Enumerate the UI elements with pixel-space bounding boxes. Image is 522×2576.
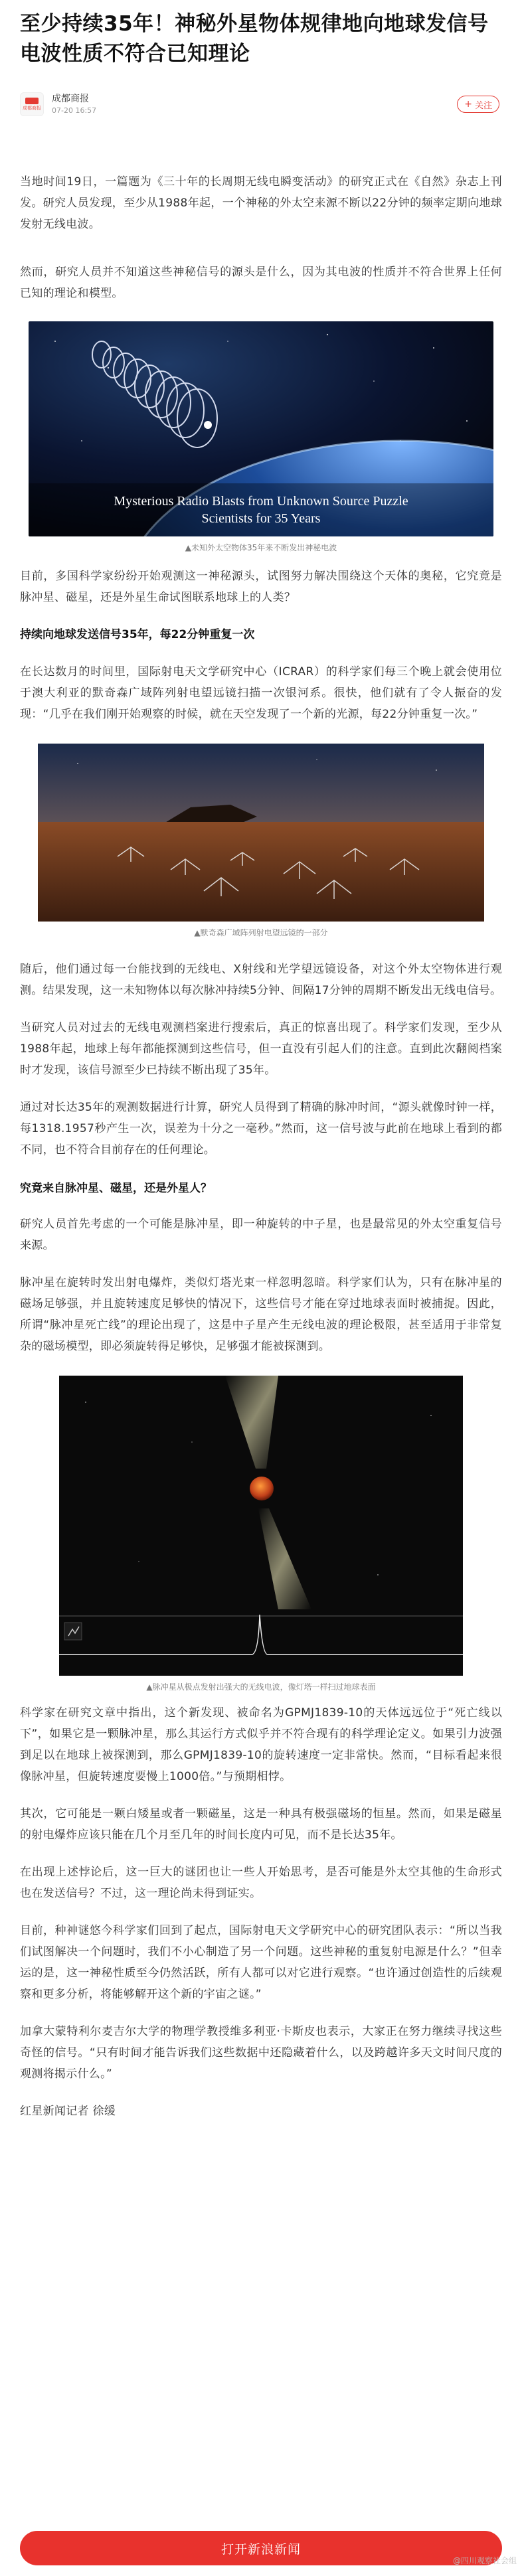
author-avatar[interactable] — [20, 92, 44, 116]
figure-radio-blasts — [20, 321, 502, 554]
avatar-text: 成都商报 — [23, 106, 41, 111]
watermark: @四川观察社会组 — [452, 2556, 517, 2565]
article-title: 至少持续35年！神秘外星物体规律地向地球发信号 电波性质不符合已知理论 — [20, 12, 489, 66]
author-info — [52, 92, 96, 116]
avatar-logo-mark — [25, 98, 39, 104]
paragraph: 科学家在研究文章中指出，这个新发现、被命名为GPMJ1839-10的天体远远位于“死亡线以下”，如果它是一颗脉冲星，那么其运行方式似乎并不符合现有的科学理论定义。如果引力波强到足以在地球上被探测到，那么GPMJ1839-10的旋转速度一定非常快。然而，“目标看起来很像脉冲星，但旋转速度要慢上1000倍。”与预期相悖。 — [20, 1706, 502, 1783]
figure-telescope — [20, 744, 502, 939]
paragraph: 当地时间19日，一篇题为《三十年的长周期无线电瞬变活动》的研究正式在《自然》杂志上刊发。研究人员发现，至少从1988年起，一个神秘的外太空来源不断以22分钟的频率定期向地球发射无线电波。 — [20, 175, 502, 231]
open-app-button[interactable]: 打开新浪新闻 — [20, 2531, 502, 2565]
figure-pulsar — [20, 1376, 502, 1693]
paragraph: 然而，研究人员并不知道这些神秘信号的源头是什么，因为其电波的性质并不符合世界上任何已知的理论和模型。 — [20, 266, 502, 300]
telescope-image[interactable] — [38, 744, 484, 922]
paragraph: 其次，它可能是一颗白矮星或者一颗磁星，这是一种具有极强磁场的恒星。然而，如果是磁星的射电爆炸应该只能在几个月至几年的时间长度内可见，而不是长达35年。 — [20, 1807, 502, 1842]
paragraph: 研究人员首先考虑的一个可能是脉冲星，即一种旋转的中子星，也是最常见的外太空重复信号来源。 — [20, 1218, 502, 1252]
plus-icon: + — [464, 99, 472, 110]
pulsar-image[interactable] — [59, 1376, 463, 1676]
figure-caption: ▲脉冲星从极点发射出强大的无线电波，像灯塔一样扫过地球表面 — [146, 1682, 376, 1692]
paragraph: 在出现上述悖论后，这一巨大的谜团也让一些人开始思考，是否可能是外太空其他的生命形式也在发送信号？不过，这一理论尚未得到证实。 — [20, 1866, 502, 1900]
publish-time: 07-20 16:57 — [52, 106, 97, 115]
section-heading: 究竟来自脉冲星、磁星，还是外星人？ — [20, 1182, 212, 1195]
pulsar-illustration — [59, 1376, 463, 1676]
paragraph: 当研究人员对过去的无线电观测档案进行搜索后，真正的惊喜出现了。科学家们发现，至少从1988年起，地球上每年都能探测到这些信号，但一直没有引起人们的注意。直到此次翻阅档案时才发现，该信号源至少已持续不断出现了35年。 — [20, 1021, 502, 1077]
section-heading: 持续向地球发送信号35年，每22分钟重复一次 — [20, 628, 255, 641]
paragraph: 通过对长达35年的观测数据进行计算，研究人员得到了精确的脉冲时间，“源头就像时钟一样，每1318.1957秒产生一次，误差为十分之一毫秒。”然而，这一信号波与此前在地球上看到的都不同，也不符合目前存在的任何理论。 — [20, 1101, 502, 1157]
follow-label: 关注 — [474, 100, 492, 111]
paragraph: 目前，多国科学家纷纷开始观测这一神秘源头，试图努力解决围绕这个天体的奥秘，它究竟是脉冲星、磁星，还是外星生命试图联系地球上的人类？ — [20, 570, 502, 604]
figure-overlay-title-line1: Mysterious Radio Blasts from Unknown Source Puzzle — [114, 494, 408, 509]
radio-blasts-illustration — [29, 321, 493, 536]
paragraph: 随后，他们通过每一台能找到的无线电、X射线和光学望远镜设备，对这个外太空物体进行观测。结果发现，这一未知物体以每次脉冲持续5分钟、间隔17分钟的周期不断发出无线电信号。 — [20, 963, 502, 997]
paragraph: 在长达数月的时间里，国际射电天文学研究中心（ICRAR）的科学家们每三个晚上就会使用位于澳大利亚的默奇森广域阵列射电望远镜扫描一次银河系。很快，他们就有了令人振奋的发现：“几乎在我们刚开始观察的时候，就在天空发现了一个新的光源，每22分钟重复一次。” — [20, 665, 502, 721]
author-row — [20, 81, 502, 127]
author-name[interactable]: 成都商报 — [52, 94, 89, 104]
telescope-photo — [38, 744, 484, 922]
figure-overlay-title-line2: Scientists for 35 Years — [201, 511, 321, 526]
paragraph: 脉冲星在旋转时发出射电爆炸，类似灯塔光束一样忽明忽暗。科学家们认为，只有在脉冲星的磁场足够强，并且旋转速度足够快的情况下，这些信号才能在穿过地球表面时被捕捉。因此，所谓“脉冲星死亡线”的理论出现了，这是中子星产生无线电波的理论极限，甚至适用于非常复杂的磁场模型，即必须旋转得足够快，足够强才能被探测到。 — [20, 1276, 502, 1353]
figure-caption: ▲默奇森广域阵列射电望远镜的一部分 — [194, 928, 328, 937]
figure-caption: ▲未知外太空物体35年来不断发出神秘电波 — [185, 543, 337, 552]
paragraph: 目前，种神谜悠今科学家们回到了起点，国际射电天文学研究中心的研究团队表示：“所以当我们试图解决一个问题时，我们不小心制造了另一个问题。这些神秘的重复射电源是什么？”但幸运的是，这一神秘性质至今仍然活跃，所有人都可以对它进行观察。“也许通过创造性的后续观察和更多分析，将能够解开这个新的宇宙之谜。” — [20, 1924, 502, 2001]
radio-blasts-image[interactable] — [29, 321, 493, 536]
paragraph: 加拿大蒙特利尔麦吉尔大学的物理学教授维多利亚·卡斯皮也表示，大家正在努力继续寻找这些奇怪的信号。“只有时间才能告诉我们这些数据中还隐藏着什么，以及跨越许多天文时间尺度的观测将揭示什么。” — [20, 2025, 502, 2081]
follow-button[interactable] — [457, 96, 499, 113]
reporter-credit: 红星新闻记者 徐缓 — [20, 2105, 116, 2118]
